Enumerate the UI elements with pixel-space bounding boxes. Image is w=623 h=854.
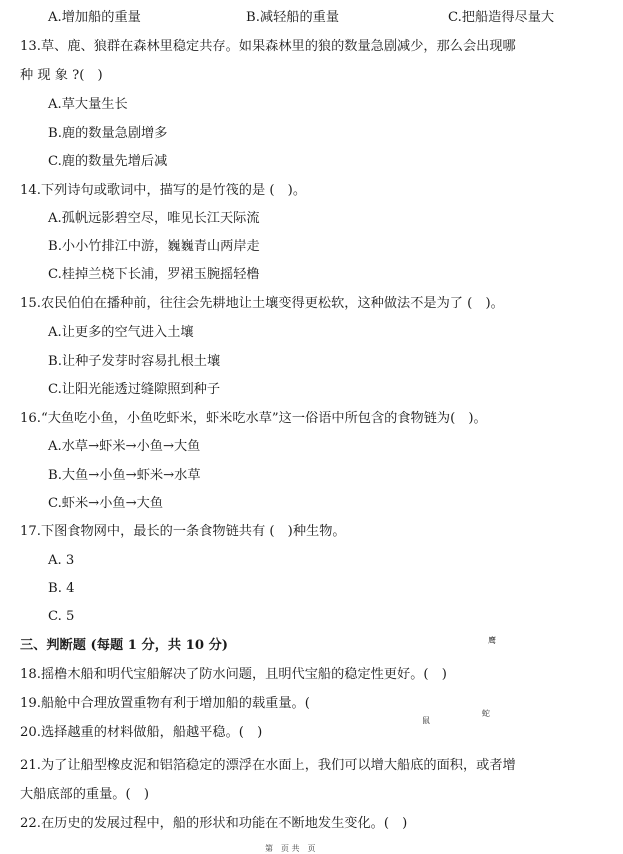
q14-option-b: B.小小竹排江中游，巍巍青山两岸走: [48, 239, 260, 254]
q13-text-line1: 13.草、鹿、狼群在森林里稳定共存。如果森林里的狼的数量急剧减少，那么会出现哪: [20, 39, 516, 54]
q18-text: 18.摇橹木船和明代宝船解决了防水问题，且明代宝船的稳定性更好。( ): [20, 667, 447, 682]
q17-option-a: A. 3: [48, 553, 75, 568]
q13-option-b: B.鹿的数量急剧增多: [48, 126, 168, 141]
q17-text: 17.下图食物网中，最长的一条食物链共有 ( )种生物。: [20, 524, 346, 539]
q17-option-c: C. 5: [48, 609, 75, 624]
q15-option-b: B.让种子发芽时容易扎根土壤: [48, 354, 221, 369]
q21-text-line1: 21.为了让船型橡皮泥和铝箔稳定的漂浮在水面上，我们可以增大船底的面积，或者增: [20, 758, 516, 773]
q16-option-c: C.虾米→小鱼→大鱼: [48, 496, 164, 511]
q12-option-a: A.增加船的重量: [48, 10, 141, 25]
food-web-label-eagle: 鹰: [488, 636, 496, 645]
q16-text: 16.“大鱼吃小鱼，小鱼吃虾米，虾米吃水草”这一俗语中所包含的食物链为( )。: [20, 411, 487, 426]
q15-option-a: A.让更多的空气进入土壤: [48, 325, 194, 340]
q14-option-c: C.桂掉兰桡下长浦，罗裙玉腕摇轻橹: [48, 267, 260, 282]
q12-option-b: B.减轻船的重量: [246, 10, 340, 25]
q14-text: 14.下列诗句或歌词中，描写的是竹筏的是 ( )。: [20, 183, 307, 198]
q13-text-line2: 种 现 象 ?( ): [20, 68, 103, 83]
q14-option-a: A.孤帆远影碧空尽，唯见长江天际流: [48, 211, 260, 226]
q19-text: 19.船舱中合理放置重物有利于增加船的载重量。(: [20, 696, 310, 711]
q13-option-c: C.鹿的数量先增后减: [48, 154, 168, 169]
food-web-label-snake: 蛇: [482, 709, 490, 718]
q20-text: 20.选择越重的材料做船，船越平稳。( ): [20, 725, 263, 740]
q13-option-a: A.草大量生长: [48, 97, 128, 112]
q15-option-c: C.让阳光能透过缝隙照到种子: [48, 382, 221, 397]
q21-text-line2: 大船底部的重量。( ): [20, 787, 149, 802]
q16-option-a: A.水草→虾米→小鱼→大鱼: [48, 439, 201, 454]
q15-text: 15.农民伯伯在播种前，往往会先耕地让土壤变得更松软，这种做法不是为了 ( )。: [20, 296, 504, 311]
page-footer: 第 页 共 页: [265, 844, 316, 853]
section-3-title: 三、判断题 (每题 1 分，共 10 分): [20, 638, 229, 653]
q16-option-b: B.大鱼→小鱼→虾米→水草: [48, 468, 201, 483]
q17-option-b: B. 4: [48, 581, 75, 596]
q12-option-c: C.把船造得尽量大: [448, 10, 555, 25]
q22-text: 22.在历史的发展过程中，船的形状和功能在不断地发生变化。( ): [20, 816, 408, 831]
food-web-label-mouse: 鼠: [422, 716, 430, 725]
